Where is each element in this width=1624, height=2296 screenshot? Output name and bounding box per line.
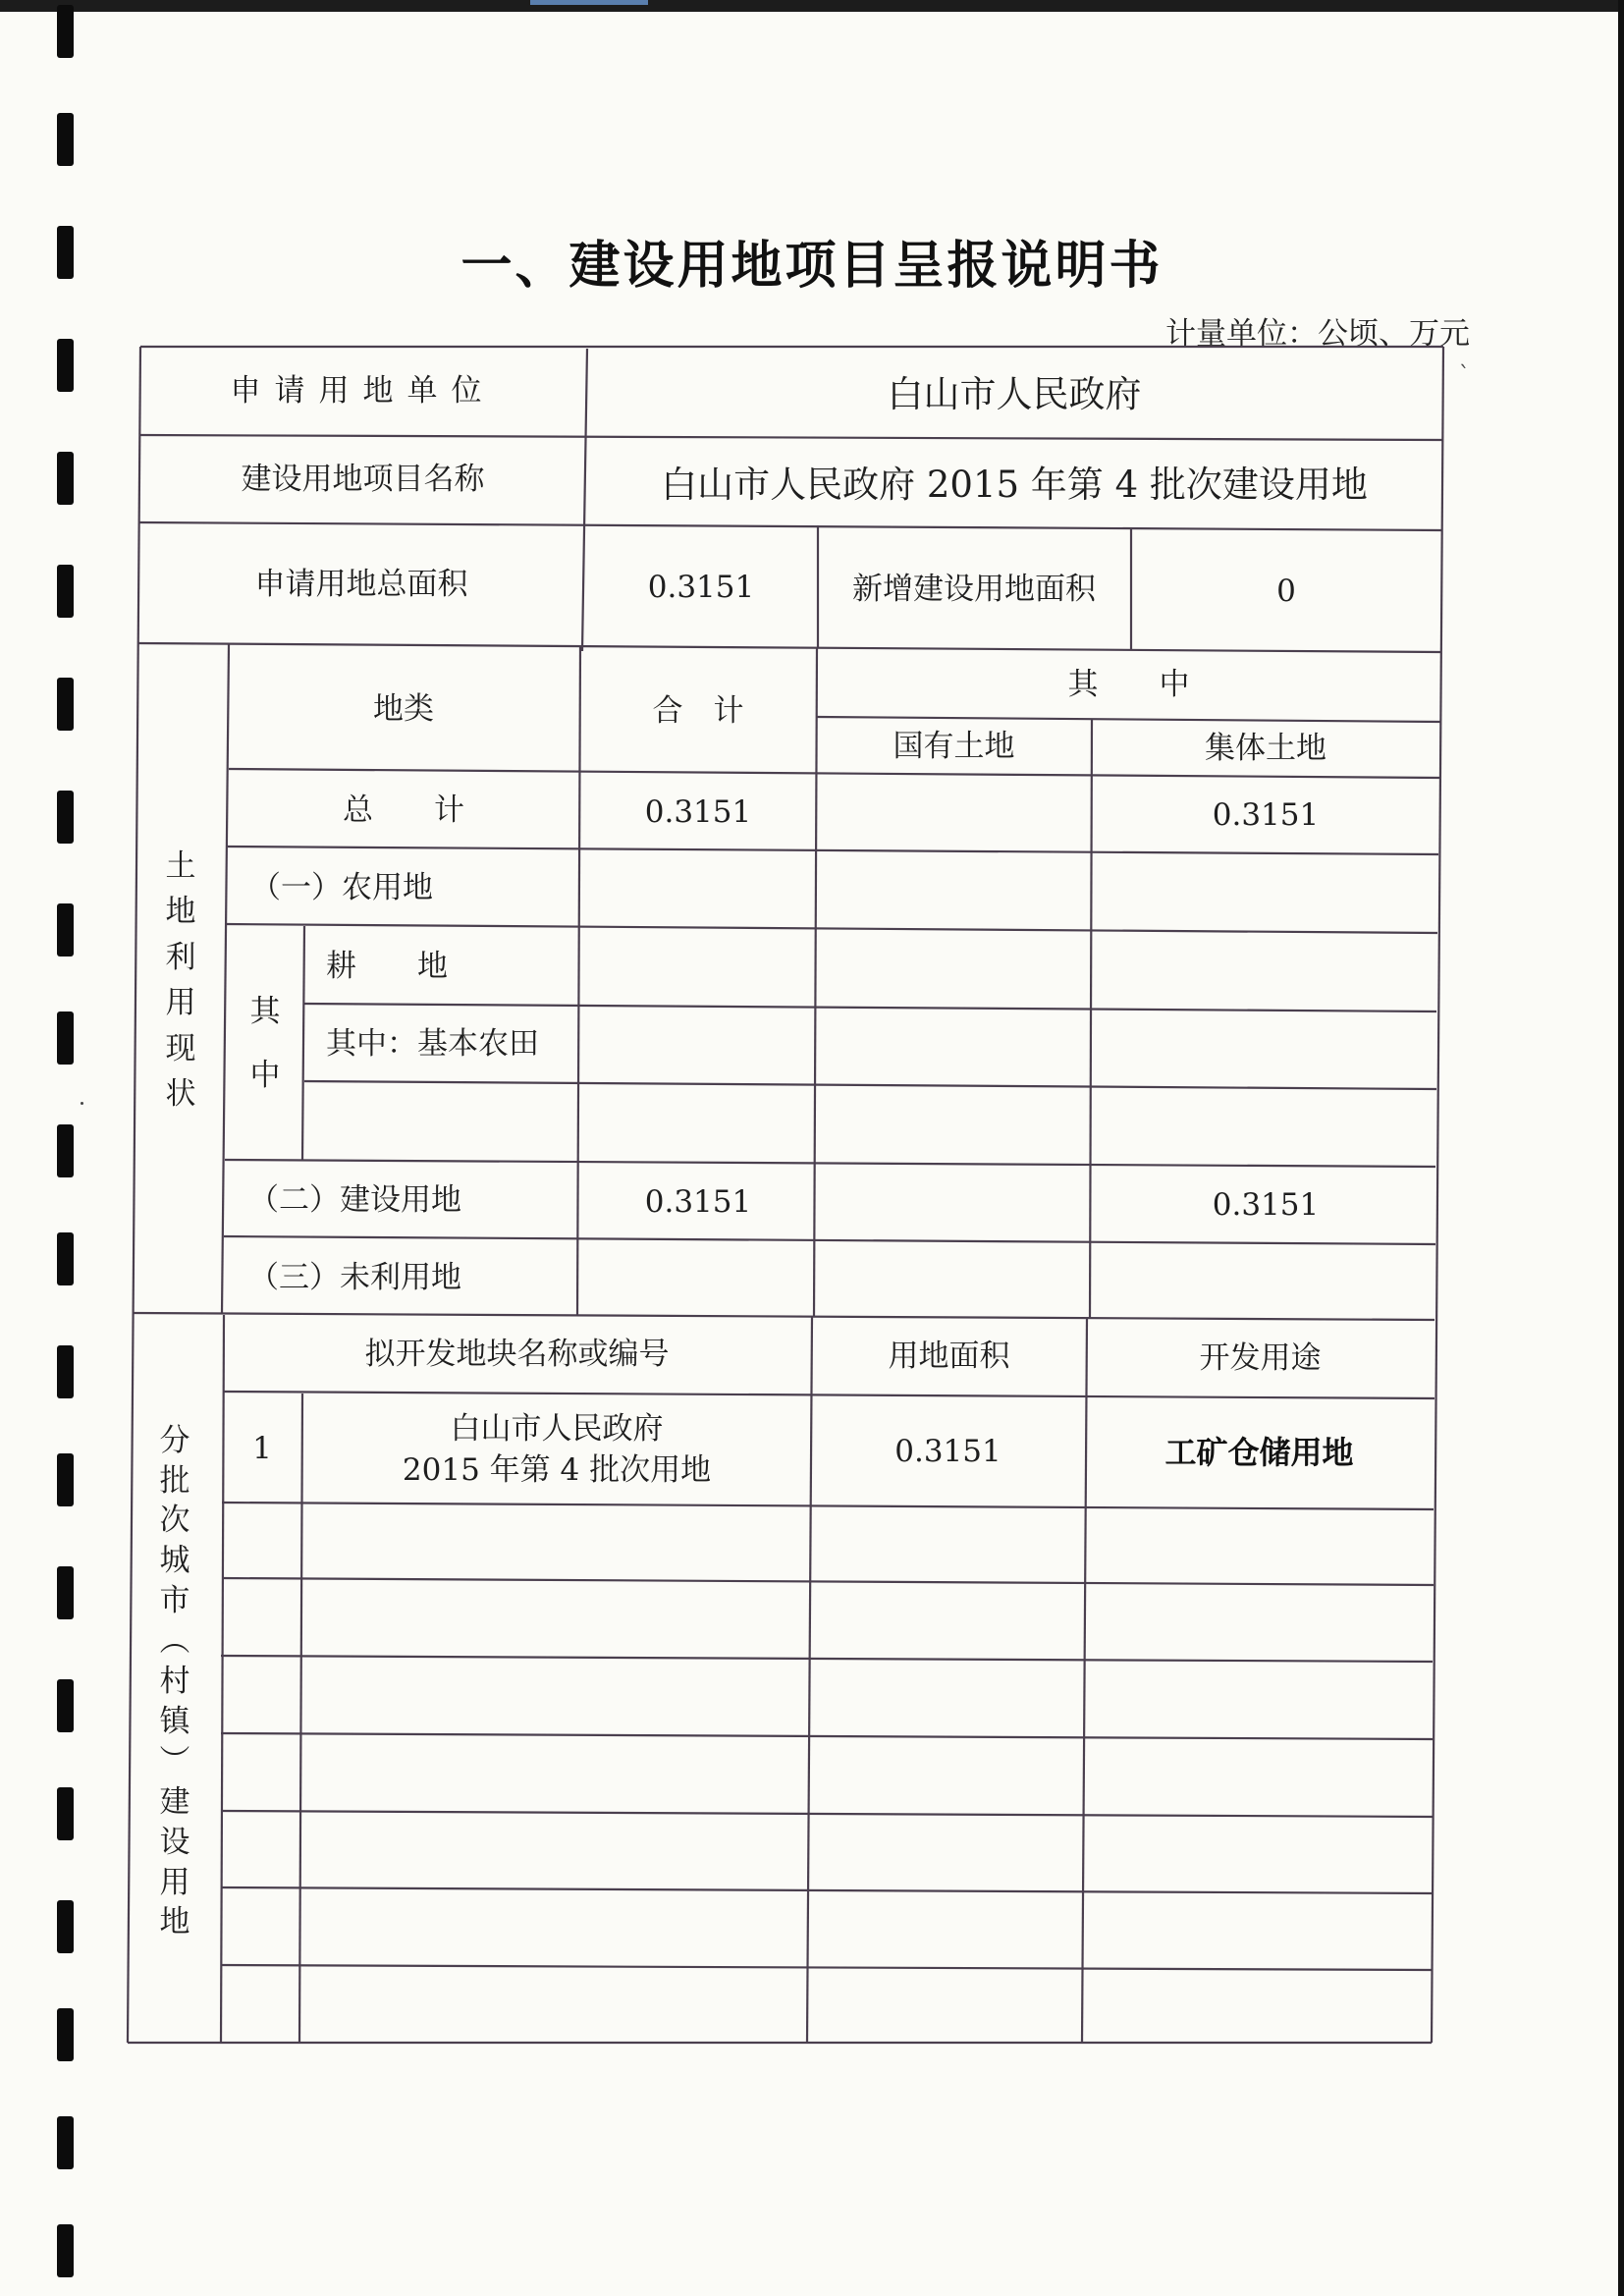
row-arable-collective (1092, 934, 1439, 1011)
page-title: 一、建设用地项目呈报说明书 (460, 237, 1164, 296)
row-unused-label: （三）未利用地 (248, 1259, 461, 1295)
row-total-state (817, 776, 1091, 852)
total-area-value: 0.3151 (647, 570, 755, 606)
among-side-label: 其 中 (249, 993, 281, 1093)
col-plot-name: 拟开发地块名称或编号 (364, 1337, 670, 1373)
grid-line (222, 1578, 1434, 1585)
batch-section-label: 分 批 次 城 市 ︵ 村 镇 ︶ 建 设 用 地 (159, 1422, 190, 1941)
project-name-value: 白山市人民政府 2015 年第 4 批次建设用地 (661, 464, 1368, 507)
col-total: 合 计 (652, 692, 744, 729)
row-basic-collective (1092, 1011, 1439, 1088)
row-agri-state (817, 853, 1091, 930)
row-basic-sum (580, 1009, 816, 1085)
row-total-collective: 0.3151 (1212, 797, 1320, 834)
row-total-sum: 0.3151 (644, 794, 752, 831)
grid-line (221, 1887, 1433, 1893)
total-area-label: 申请用地总面积 (254, 567, 468, 603)
applicant-value: 白山市人民政府 (887, 373, 1142, 416)
col-state-land: 国有土地 (893, 728, 1015, 764)
row-basic-state (817, 1010, 1091, 1086)
row-construction-sum: 0.3151 (644, 1184, 752, 1221)
unit-label: 计量单位：公顷、万元 (1165, 316, 1470, 352)
plot-row-use: 工矿仓储用地 (1164, 1434, 1354, 1472)
col-land-type: 地类 (373, 690, 434, 727)
grid-line (221, 1965, 1432, 1970)
row-arable-sum (580, 931, 816, 1008)
grid-line (221, 1811, 1433, 1817)
row-construction-collective: 0.3151 (1212, 1187, 1320, 1224)
row-construction-label: （二）建设用地 (248, 1182, 461, 1219)
row-agri-label: （一）农用地 (250, 870, 433, 906)
row-construction-state (817, 1166, 1091, 1242)
row-arable-label: 耕 地 (326, 949, 448, 985)
applicant-label: 申请用地单位 (230, 373, 496, 410)
new-area-label: 新增建设用地面积 (852, 572, 1096, 608)
land-use-section-label: 土 地 利 用 现 状 (165, 847, 196, 1112)
col-plot-area: 用地面积 (888, 1339, 1010, 1375)
col-collective-land: 集体土地 (1205, 730, 1326, 766)
grid-line (221, 1656, 1433, 1662)
row-unused-sum (580, 1242, 816, 1318)
grid-line (221, 1733, 1433, 1739)
plot-row-number: 1 (252, 1431, 272, 1467)
project-name-label: 建设用地项目名称 (241, 462, 485, 498)
new-area-value: 0 (1276, 574, 1296, 610)
plot-row-area: 0.3151 (894, 1434, 1001, 1470)
row-arable-state (817, 932, 1091, 1009)
col-among: 其 中 (1067, 667, 1190, 703)
row-basic-farmland-label: 其中：基本农田 (326, 1026, 539, 1063)
row-agri-collective (1092, 855, 1439, 932)
scan-mark: ˋ (1459, 363, 1470, 388)
plot-row-name: 白山市人民政府 2015 年第 4 批次用地 (402, 1411, 712, 1488)
col-plot-use: 开发用途 (1199, 1340, 1322, 1377)
row-agri-sum (580, 852, 816, 929)
row-total-label: 总 计 (343, 793, 464, 829)
